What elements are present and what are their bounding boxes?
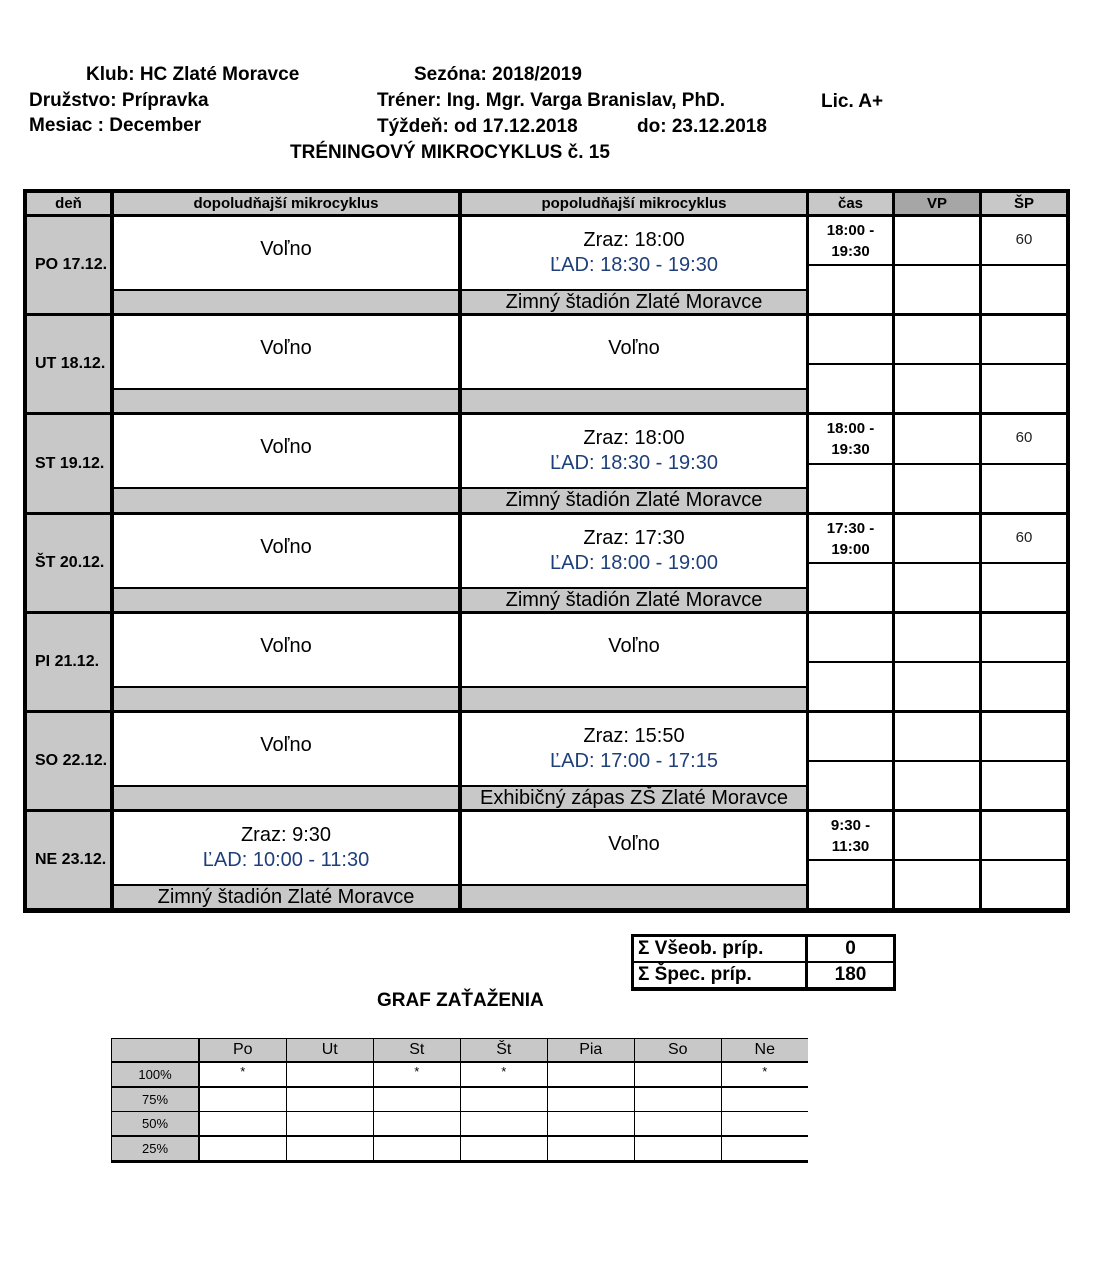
pm-location	[462, 688, 806, 710]
free-label: Voľno	[608, 833, 660, 855]
graph-day-header: Pia	[548, 1039, 634, 1061]
time-cell-empty	[809, 762, 892, 809]
am-session	[114, 812, 458, 884]
column-header: dopoludňajší mikrocyklus	[114, 193, 458, 214]
graph-mark	[722, 1137, 808, 1160]
graph-day-header: So	[635, 1039, 721, 1061]
vp-value	[895, 217, 979, 264]
graph-mark	[287, 1088, 373, 1111]
pm-session	[462, 812, 806, 884]
ice-time: ĽAD: 18:30 - 19:30	[550, 452, 718, 474]
graph-mark	[200, 1137, 286, 1160]
time-cell-empty	[809, 266, 892, 313]
gathering-time: Zraz: 15:50	[583, 725, 685, 747]
sum-label: Σ Špec. príp.	[634, 963, 805, 987]
time-cell	[809, 713, 892, 760]
sp-value	[982, 713, 1066, 760]
sp-value	[982, 316, 1066, 363]
time-end: 19:30	[831, 441, 870, 458]
pm-session	[462, 713, 806, 785]
am-location	[114, 489, 458, 512]
sp-cell-empty	[982, 762, 1066, 809]
free-label: Voľno	[260, 734, 312, 756]
graph-mark	[374, 1137, 460, 1160]
graph-mark	[287, 1112, 373, 1135]
graph-mark	[461, 1088, 547, 1111]
free-label: Voľno	[260, 436, 312, 458]
free-label: Voľno	[608, 635, 660, 657]
vp-cell-empty	[895, 465, 979, 512]
free-label: Voľno	[260, 635, 312, 657]
am-location	[114, 390, 458, 412]
time-cell-empty	[809, 564, 892, 611]
gathering-time: Zraz: 18:00	[583, 229, 685, 251]
graph-mark	[722, 1088, 808, 1111]
pm-location: Zimný štadión Zlaté Moravce	[462, 489, 806, 512]
graph-mark	[635, 1088, 721, 1111]
day-label: PO 17.12.	[27, 217, 110, 313]
graph-corner	[112, 1039, 198, 1061]
time-cell-empty	[809, 365, 892, 412]
free-label: Voľno	[260, 536, 312, 558]
am-location	[114, 787, 458, 809]
column-header: popoludňajší mikrocyklus	[462, 193, 806, 214]
graph-mark	[548, 1088, 634, 1111]
vp-cell-empty	[895, 564, 979, 611]
sums-table	[631, 934, 896, 991]
page-title: TRÉNINGOVÝ MIKROCYKLUS č. 15	[290, 142, 610, 163]
am-session	[114, 316, 458, 388]
am-location: Zimný štadión Zlaté Moravce	[114, 886, 458, 908]
graph-mark: *	[461, 1063, 547, 1086]
graph-mark	[548, 1063, 634, 1086]
gathering-time: Zraz: 17:30	[583, 527, 685, 549]
free-label: Voľno	[608, 337, 660, 359]
pm-session	[462, 415, 806, 487]
club-name: Klub: HC Zlaté Moravce	[86, 64, 300, 85]
graph-day-header: St	[374, 1039, 460, 1061]
sp-value	[982, 812, 1066, 859]
graph-mark	[548, 1112, 634, 1135]
graph-mark	[461, 1137, 547, 1160]
vp-cell-empty	[895, 861, 979, 908]
day-label: NE 23.12.	[27, 812, 110, 908]
sp-cell-empty	[982, 564, 1066, 611]
load-graph-table	[111, 1038, 808, 1163]
vp-value	[895, 415, 979, 463]
sp-value: 60	[982, 515, 1066, 562]
graph-level-label: 50%	[112, 1112, 198, 1135]
free-label: Voľno	[260, 337, 312, 359]
graph-mark	[461, 1112, 547, 1135]
time-cell	[809, 217, 892, 264]
ice-time: ĽAD: 10:00 - 11:30	[202, 849, 370, 871]
vp-cell-empty	[895, 663, 979, 710]
sp-cell-empty	[982, 266, 1066, 313]
month: Mesiac : December	[29, 115, 202, 136]
time-cell-empty	[809, 663, 892, 710]
pm-session	[462, 316, 806, 388]
time-start: 17:30 -	[826, 520, 875, 537]
pm-session	[462, 515, 806, 587]
graph-mark	[200, 1112, 286, 1135]
graph-day-header: Ne	[722, 1039, 808, 1061]
graph-mark	[722, 1112, 808, 1135]
day-label: SO 22.12.	[27, 713, 110, 809]
graph-mark	[635, 1137, 721, 1160]
graph-mark	[287, 1063, 373, 1086]
license: Lic. A+	[821, 91, 884, 112]
gathering-time: Zraz: 18:00	[583, 427, 685, 449]
season: Sezóna: 2018/2019	[414, 64, 582, 85]
ice-time: ĽAD: 18:30 - 19:30	[550, 254, 718, 276]
time-cell	[809, 515, 892, 562]
free-label: Voľno	[260, 238, 312, 260]
coach: Tréner: Ing. Mgr. Varga Branislav, PhD.	[377, 90, 726, 111]
team: Družstvo: Prípravka	[29, 90, 209, 111]
vp-value	[895, 614, 979, 661]
graph-mark	[287, 1137, 373, 1160]
time-cell-empty	[809, 861, 892, 908]
time-end: 19:00	[831, 541, 870, 558]
vp-cell-empty	[895, 266, 979, 313]
sp-value: 60	[982, 415, 1066, 463]
gathering-time: Zraz: 9:30	[240, 824, 332, 846]
graph-mark	[635, 1112, 721, 1135]
sp-cell-empty	[982, 465, 1066, 512]
pm-session	[462, 614, 806, 686]
time-start: 18:00 -	[826, 420, 875, 437]
graph-mark	[548, 1137, 634, 1160]
day-label: UT 18.12.	[27, 316, 110, 412]
time-end: 11:30	[831, 838, 870, 855]
pm-location	[462, 886, 806, 908]
column-header: ŠP	[982, 193, 1066, 214]
sp-cell-empty	[982, 861, 1066, 908]
graph-day-header: Št	[461, 1039, 547, 1061]
am-location	[114, 589, 458, 611]
column-header: čas	[809, 193, 892, 214]
time-cell-empty	[809, 465, 892, 512]
time-start: 18:00 -	[826, 222, 875, 239]
am-session	[114, 614, 458, 686]
graph-level-label: 75%	[112, 1088, 198, 1111]
schedule-table	[23, 189, 1070, 913]
ice-time: ĽAD: 17:00 - 17:15	[550, 750, 718, 772]
week-from: Týždeň: od 17.12.2018	[377, 116, 578, 137]
graph-mark: *	[200, 1063, 286, 1086]
vp-cell-empty	[895, 762, 979, 809]
graph-mark	[374, 1112, 460, 1135]
vp-cell-empty	[895, 365, 979, 412]
time-cell	[809, 812, 892, 859]
time-cell	[809, 316, 892, 363]
time-cell	[809, 614, 892, 661]
vp-value	[895, 713, 979, 760]
vp-value	[895, 515, 979, 562]
day-label: PI 21.12.	[27, 614, 110, 710]
sum-value: 180	[808, 963, 893, 987]
pm-session	[462, 217, 806, 289]
sp-value	[982, 614, 1066, 661]
time-end: 19:30	[831, 243, 870, 260]
week-to: do: 23.12.2018	[637, 116, 767, 137]
sum-label: Σ Všeob. príp.	[634, 937, 805, 961]
graph-level-label: 100%	[112, 1063, 198, 1086]
vp-value	[895, 812, 979, 859]
graph-mark: *	[374, 1063, 460, 1086]
vp-value	[895, 316, 979, 363]
am-location	[114, 688, 458, 710]
graph-day-header: Po	[200, 1039, 286, 1061]
sum-value: 0	[808, 937, 893, 961]
graph-mark	[374, 1088, 460, 1111]
graph-level-label: 25%	[112, 1137, 198, 1160]
am-session	[114, 713, 458, 785]
column-header: deň	[27, 193, 110, 214]
pm-location	[462, 390, 806, 412]
ice-time: ĽAD: 18:00 - 19:00	[550, 552, 718, 574]
graph-mark	[635, 1063, 721, 1086]
graph-mark: *	[722, 1063, 808, 1086]
sp-value: 60	[982, 217, 1066, 264]
am-session	[114, 415, 458, 487]
am-location	[114, 291, 458, 313]
day-label: ST 19.12.	[27, 415, 110, 512]
pm-location: Exhibičný zápas ZŠ Zlaté Moravce	[462, 787, 806, 809]
pm-location: Zimný štadión Zlaté Moravce	[462, 589, 806, 611]
am-session	[114, 515, 458, 587]
sp-cell-empty	[982, 663, 1066, 710]
graph-day-header: Ut	[287, 1039, 373, 1061]
graph-mark	[200, 1088, 286, 1111]
pm-location: Zimný štadión Zlaté Moravce	[462, 291, 806, 313]
column-header: VP	[895, 193, 979, 214]
graph-title: GRAF ZAŤAŽENIA	[377, 990, 544, 1011]
time-cell	[809, 415, 892, 463]
sp-cell-empty	[982, 365, 1066, 412]
time-start: 9:30 -	[830, 817, 871, 834]
am-session	[114, 217, 458, 289]
day-label: ŠT 20.12.	[27, 515, 110, 611]
